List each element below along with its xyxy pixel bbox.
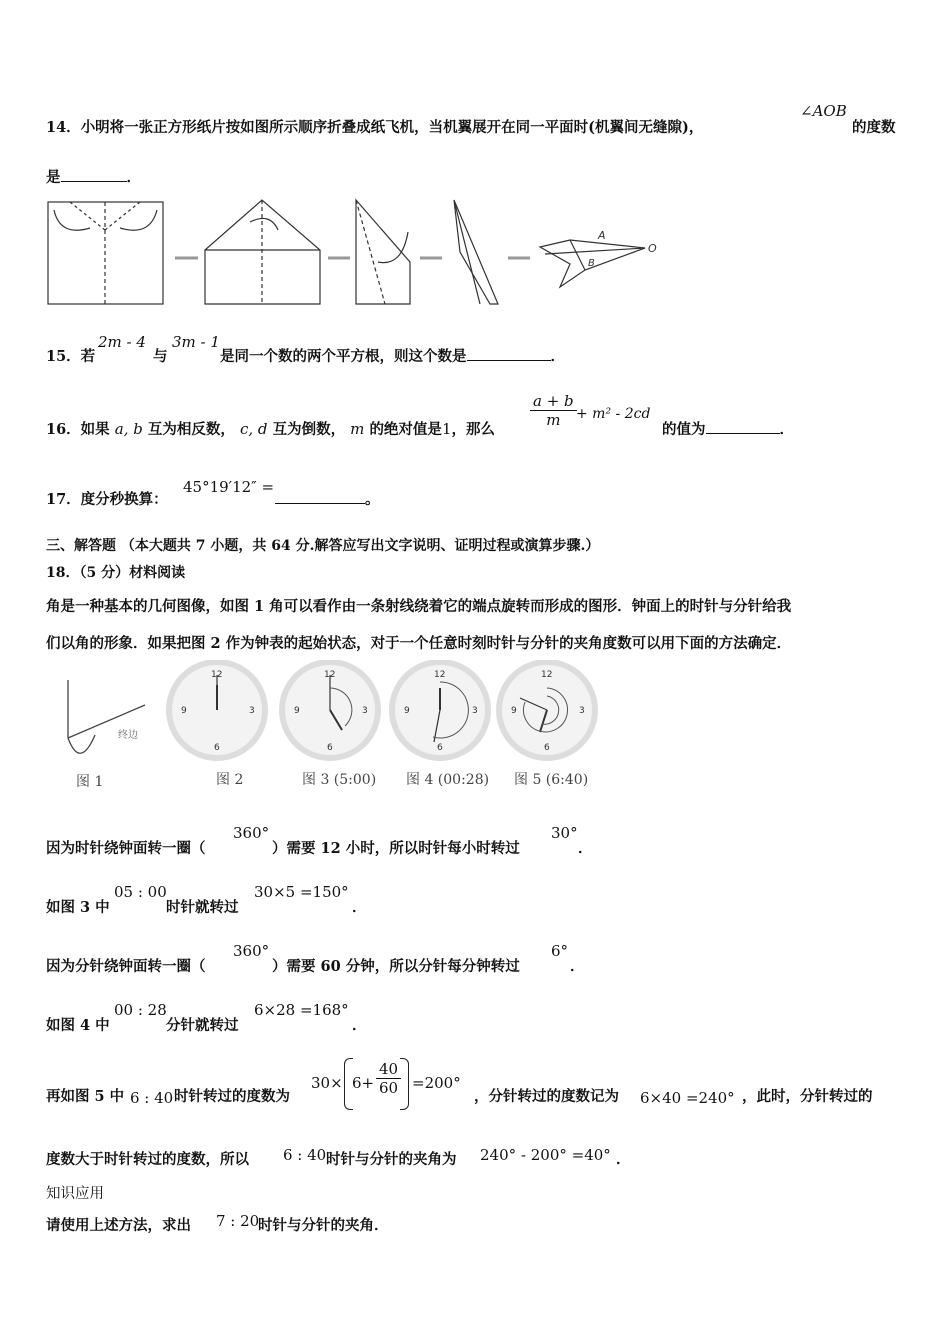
clock2-9: 9 <box>181 706 187 716</box>
q18-l2-end: ． <box>352 899 367 916</box>
q15-line <box>46 345 95 366</box>
clock4-3: 3 <box>472 706 478 716</box>
q17-blank-wrap <box>275 488 380 509</box>
fig1-label: 终边 <box>118 730 138 741</box>
q17-answer-blank[interactable] <box>275 491 365 504</box>
q18-l5-d: ，此时，分针转过的 <box>742 1088 873 1105</box>
q14-text: 小明将一张正方形纸片按如图所示顺序折叠成纸飞机，当机翼展开在同一平面时(机翼间无缝隙)， <box>80 119 704 136</box>
q18-l6-m2: 240° - 200° =40° <box>480 1146 611 1164</box>
q14-angle: ∠AOB <box>800 102 847 120</box>
q18-p2: 们以角的形象．如果把图 2 作为钟表的起始状态，对于一个任意时刻时针与分针的夹角度数可以用下面的方法确定． <box>46 635 792 652</box>
q16-t3: 的绝对值是 <box>369 421 442 438</box>
q18-l6-end: ． <box>616 1151 631 1168</box>
fig1-caption: 图 1 <box>76 774 104 790</box>
q18-task-a: 请使用上述方法，求出 <box>46 1217 191 1234</box>
fig4-caption: 图 4 (00:28) <box>406 772 490 788</box>
q18-l3-m2: 6° <box>551 942 569 960</box>
q18-p1: 角是一种基本的几何图像，如图 1 角可以看作由一条射线绕着它的端点旋转而形成的图形．钟面上的时针与分针给我 <box>46 598 792 615</box>
clock3-3: 3 <box>362 706 368 716</box>
q18-l6-a: 度数大于时针转过的度数，所以 <box>46 1151 249 1168</box>
q14-end: ． <box>126 169 141 186</box>
q14-line1 <box>46 116 703 137</box>
q18-l3-m1: 360° <box>233 942 270 960</box>
q18-l5-m2b: 6+ <box>352 1074 375 1092</box>
q18-l1 <box>46 837 206 858</box>
q18-header: 18．（5 分）材料阅读 <box>46 565 186 581</box>
clock3-9: 9 <box>294 706 300 716</box>
q16-t4: ，那么 <box>451 421 495 438</box>
q16-ab: a, b <box>114 420 143 438</box>
q18-l6-b: 时针与分针的夹角为 <box>326 1151 457 1168</box>
q18-l1-m1: 360° <box>233 824 270 842</box>
q18-l4-b: 分针就转过 <box>166 1017 239 1034</box>
q16-rest: + m² - 2cd <box>576 406 651 422</box>
q18-l4-m2: 6×28 =168° <box>254 1001 349 1019</box>
q16-frac-num: a + b <box>530 392 577 411</box>
q18-l5-b: 时针转过的度数为 <box>174 1088 290 1105</box>
q15-mid: 与 <box>153 348 168 365</box>
q14-answer-blank[interactable] <box>61 169 127 182</box>
q18-l3-end: ． <box>570 958 585 975</box>
plane-label-a: A <box>598 229 606 242</box>
q17-end: 。 <box>365 491 380 508</box>
fig2-caption: 图 2 <box>216 772 244 788</box>
q18-l1-b: ）需要 12 小时，所以时针每小时转过 <box>272 840 520 857</box>
clock5-6: 6 <box>544 743 550 753</box>
q15-text <box>220 345 565 366</box>
q18-l2-m2: 30×5 =150° <box>254 883 349 901</box>
q17-line <box>46 488 168 509</box>
q16-end: ． <box>779 421 794 438</box>
q16-number: 16．如果 <box>46 421 110 438</box>
q14-text-c: 是 <box>46 169 61 186</box>
q18-l4-a: 如图 4 中 <box>46 1017 110 1034</box>
q16-m: m <box>350 420 365 438</box>
q16-t5: 的值为 <box>662 421 706 438</box>
q15-number: 15．若 <box>46 348 96 365</box>
section3-title: 三、解答题 （本大题共 7 小题，共 64 分.解答应写出文字说明、证明过程或演算步骤.） <box>46 538 600 554</box>
q18-l3-a: 因为分针绕钟面转一圈（ <box>46 958 206 975</box>
clock4-9: 9 <box>404 706 410 716</box>
clock-4 <box>392 662 488 758</box>
clock3-12: 12 <box>324 670 336 680</box>
clock5-12: 12 <box>541 670 553 680</box>
q18-l6-m1: 6 : 40 <box>283 1146 327 1164</box>
q18-l4-end: ． <box>352 1017 367 1034</box>
clock4-12: 12 <box>434 670 446 680</box>
q18-l5-m2a: 30× <box>311 1074 343 1092</box>
q14-number: 14． <box>46 119 81 136</box>
q16-one: 1 <box>441 420 452 438</box>
q18-task-b: 时针与分针的夹角． <box>258 1217 389 1234</box>
q18-l4-m1: 00 : 28 <box>114 1001 167 1019</box>
q15-expr1: 2m - 4 <box>98 333 146 351</box>
q18-l5-frac-num: 40 <box>376 1060 401 1079</box>
folding-figures <box>40 192 680 312</box>
q15-body: 是同一个数的两个平方根，则这个数是 <box>220 348 467 365</box>
q18-l2-m1: 05 : 00 <box>114 883 167 901</box>
q18-l5-a: 再如图 5 中 <box>46 1088 125 1105</box>
fig3-caption: 图 3 (5:00) <box>302 772 377 788</box>
q18-l2-b: 时针就转过 <box>166 899 239 916</box>
q18-l5-right-paren <box>400 1058 409 1110</box>
clock2-12: 12 <box>211 670 223 680</box>
q15-expr2: 3m - 1 <box>172 333 220 351</box>
q16-line <box>46 418 495 439</box>
q18-l1-end: ． <box>578 840 593 857</box>
q18-l1-m2: 30° <box>551 824 578 842</box>
q18-l5-m2c: =200° <box>412 1074 461 1092</box>
clock2-6: 6 <box>214 743 220 753</box>
plane-label-b: B <box>588 258 595 269</box>
fig1-angle <box>68 680 145 753</box>
q18-l5-m1: 6 : 40 <box>130 1089 174 1107</box>
clock3-6: 6 <box>327 743 333 753</box>
q18-l5-fraction <box>376 1060 401 1097</box>
clock-3 <box>282 662 378 758</box>
q18-l1-a: 因为时针绕钟面转一圈（ <box>46 840 206 857</box>
q16-tail <box>662 418 794 439</box>
fig5-caption: 图 5 (6:40) <box>514 772 589 788</box>
clock5-9: 9 <box>511 706 517 716</box>
clock-2 <box>169 662 265 758</box>
q18-l3-b: ）需要 60 分钟，所以分针每分钟转过 <box>272 958 520 975</box>
q16-answer-blank[interactable] <box>706 421 780 434</box>
q16-t2: 互为倒数， <box>272 421 346 438</box>
clock-figures <box>40 660 600 795</box>
clock5-3: 3 <box>579 706 585 716</box>
clock2-3: 3 <box>249 706 255 716</box>
q18-task-m: 7 : 20 <box>216 1212 260 1230</box>
q15-end: ． <box>550 348 565 365</box>
q14-text-b: 的度数 <box>852 119 896 136</box>
q16-t1: 互为相反数， <box>147 421 235 438</box>
q18-l5-m3: 6×40 =240° <box>640 1089 735 1107</box>
q18-knowledge: 知识应用 <box>46 1186 104 1202</box>
clock-5 <box>499 662 595 758</box>
q16-fraction <box>530 392 577 429</box>
q16-frac-den: m <box>546 411 561 429</box>
q16-cd: c, d <box>239 420 268 438</box>
q14-line2 <box>46 166 141 187</box>
q18-l2-a: 如图 3 中 <box>46 899 110 916</box>
q18-l5-frac-den: 60 <box>379 1079 399 1097</box>
q15-answer-blank[interactable] <box>467 348 551 361</box>
q17-text: 17．度分秒换算： <box>46 491 168 508</box>
q18-l5-c: ，分针转过的度数记为 <box>474 1088 619 1105</box>
plane-label-o: O <box>648 242 657 255</box>
clock4-6: 6 <box>437 743 443 753</box>
q17-expr: 45°19′12″ = <box>183 478 275 496</box>
